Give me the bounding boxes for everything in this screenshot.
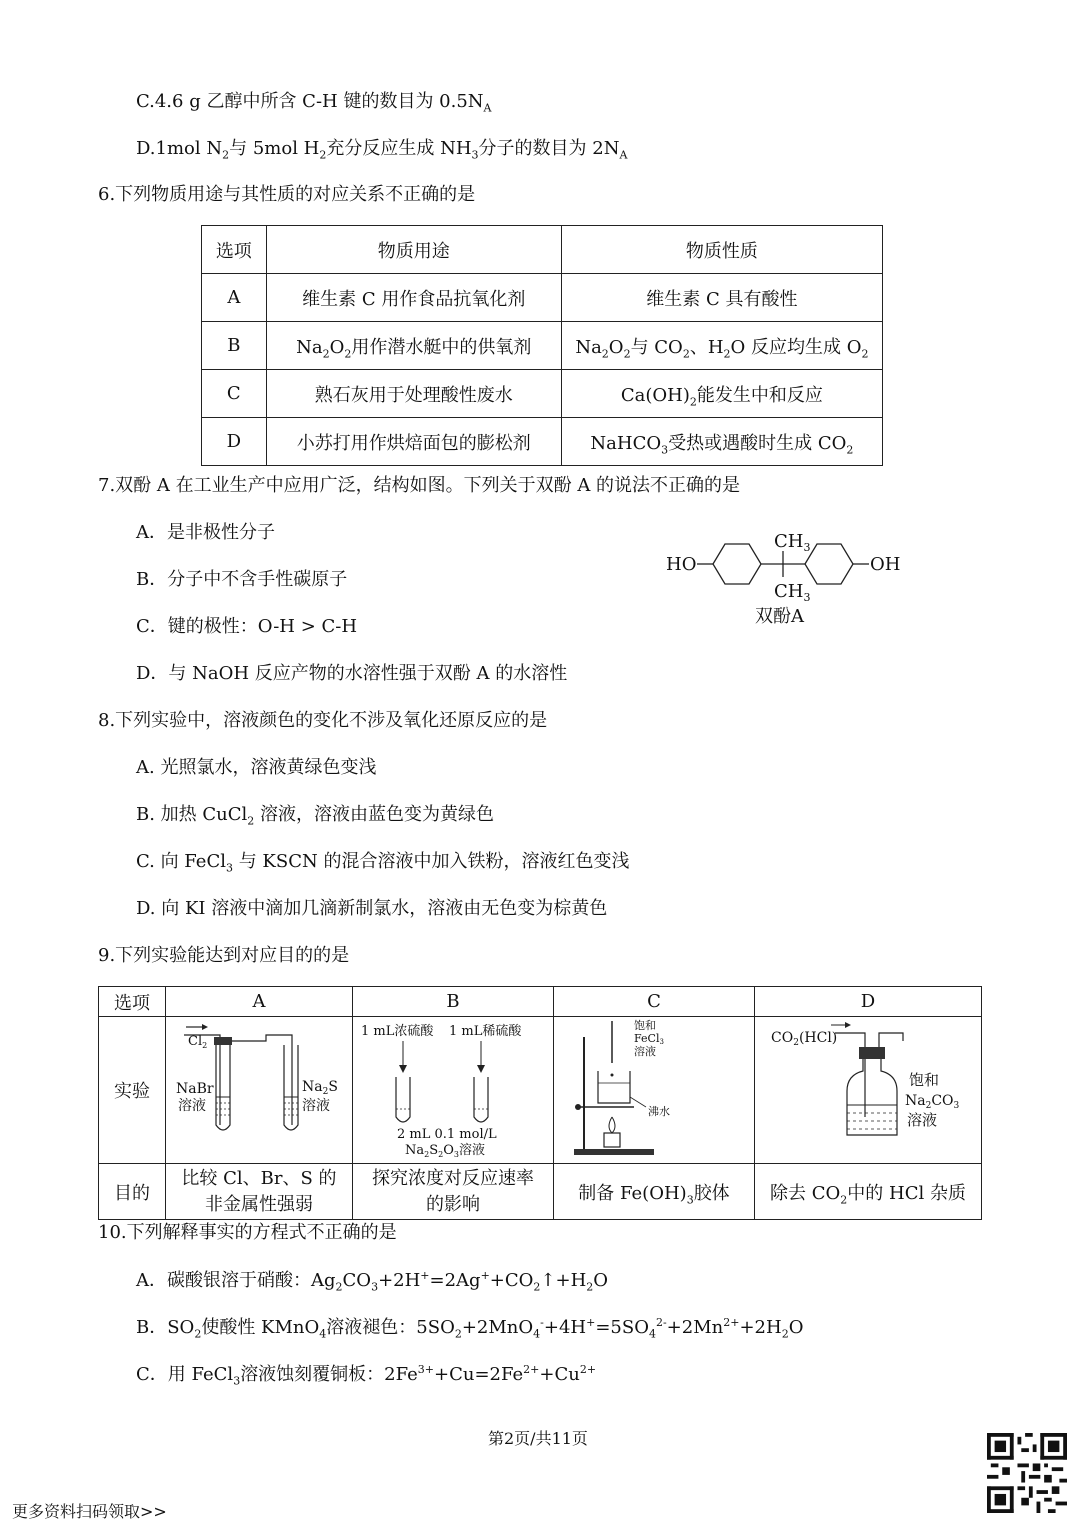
ho-label: HO	[666, 554, 697, 575]
q6-stem: 6.下列物质用途与其性质的对应关系不正确的是	[98, 184, 476, 205]
q10-option-b: B．$SO_2$使酸性 KMnO$_4$溶液褪色：$5SO_2+2MnO_4^-+4H^+=5SO_4^{2-}+2Mn^{2+}+2H_2O$	[136, 1316, 804, 1341]
q7-option-b: B．分子中不含手性碳原子	[136, 569, 348, 590]
q9-goal-b: 探究浓度对反应速率 的影响	[353, 1164, 554, 1220]
saturated-label: 饱和	[909, 1071, 940, 1089]
benzene-ring-left	[713, 544, 761, 584]
boiling-water-label: 沸水	[648, 1105, 670, 1118]
apparatus-d	[755, 1017, 981, 1158]
stand-base	[574, 1149, 654, 1155]
q9-header-a: A	[166, 987, 353, 1017]
na2s-solution-label: 溶液	[302, 1098, 330, 1114]
q9-fig-d-cell	[755, 1017, 982, 1164]
q9-header-c: C	[554, 987, 755, 1017]
q5-option-c: C.4.6 g 乙醇中所含 C-H 键的数目为 $0.5N_A$	[136, 91, 492, 115]
q8-option-a: A. 光照氯水，溶液黄绿色变浅	[136, 757, 377, 778]
q9-goal-a: 比较 Cl、Br、S 的 非金属性强弱	[166, 1164, 353, 1220]
q9-goal-d: 除去 $CO_2$中的 HCl 杂质	[755, 1164, 982, 1220]
q9-stem: 9.下列实验能达到对应目的的是	[98, 945, 350, 966]
q6-use: 小苏打用作烘焙面包的膨松剂	[266, 418, 561, 466]
q9-fig-b-cell	[353, 1017, 554, 1164]
q9-header-b: B	[353, 987, 554, 1017]
q6-header-prop: 物质性质	[561, 226, 882, 274]
q6-prop: $Ca(OH)_2$能发生中和反应	[561, 370, 882, 418]
q6-use: 维生素 C 用作食品抗氧化剂	[266, 274, 561, 322]
q8-option-c: C. 向 FeCl$_3$ 与 KSCN 的混合溶液中加入铁粉，溶液红色变浅	[136, 851, 630, 875]
q6-opt: A	[202, 274, 267, 322]
q6-prop: 维生素 C 具有酸性	[561, 274, 882, 322]
flame-icon	[609, 1117, 615, 1133]
q9-header-d: D	[755, 987, 982, 1017]
q9-row-exp-label: 实验	[99, 1017, 166, 1164]
na2s2o3-conc-label: 2 mL 0.1 mol/L	[397, 1127, 497, 1142]
q10-option-a: A．碳酸银溶于硝酸：$Ag_2CO_3+2H^+=2Ag^++CO_2↑+H_2O$	[136, 1269, 609, 1294]
stopper-icon	[214, 1037, 232, 1045]
q9-header-option: 选项	[99, 987, 166, 1017]
na2co3-label: $Na_2CO_3$	[905, 1093, 960, 1111]
q6-use: $Na_2O_2$用作潜水艇中的供氧剂	[266, 322, 561, 370]
test-tube-left	[396, 1077, 410, 1122]
q9-fig-c-cell	[554, 1017, 755, 1164]
nabr-solution-label: 溶液	[178, 1098, 206, 1114]
q6-use: 熟石灰用于处理酸性废水	[266, 370, 561, 418]
table-row	[99, 1164, 982, 1220]
table-row	[202, 226, 883, 274]
cl2-label: $Cl_2$	[188, 1034, 208, 1050]
stopper-icon	[859, 1047, 885, 1059]
table-row	[99, 1017, 982, 1164]
q7-option-d: D．与 NaOH 反应产物的水溶性强于双酚 A 的水溶性	[136, 663, 568, 684]
q9-table	[98, 986, 982, 1220]
q9-row-goal-label: 目的	[99, 1164, 166, 1220]
q6-opt: D	[202, 418, 267, 466]
q8-option-d: D. 向 KI 溶液中滴加几滴新制氯水，溶液由无色变为棕黄色	[136, 898, 608, 919]
test-tube-right	[284, 1045, 298, 1130]
q6-prop: NaHCO$_3$受热或遇酸时生成 $CO_2$	[561, 418, 882, 466]
q8-stem: 8.下列实验中，溶液颜色的变化不涉及氧化还原反应的是	[98, 710, 548, 731]
nabr-label: NaBr	[176, 1081, 214, 1097]
q10-option-c: C．用 FeCl$_3$溶液蚀刻覆铜板：$2Fe^{3+}+Cu=2Fe^{2+}+Cu^{2+}$	[136, 1363, 597, 1388]
q6-table	[201, 225, 883, 466]
q8-option-b: B. 加热 CuCl$_2$ 溶液，溶液由蓝色变为黄绿色	[136, 804, 495, 828]
table-row	[202, 370, 883, 418]
saturated-label: 饱和	[634, 1019, 656, 1032]
na2s-label: $Na_2S$	[302, 1079, 338, 1097]
q6-header-option: 选项	[202, 226, 267, 274]
q6-opt: C	[202, 370, 267, 418]
qr-code-icon[interactable]	[987, 1433, 1067, 1513]
q7-option-a: A．是非极性分子	[136, 522, 275, 543]
benzene-ring-right	[805, 544, 853, 584]
apparatus-c	[554, 1017, 754, 1158]
co2-hcl-label: $CO_2(HCl)$	[771, 1030, 838, 1048]
dilute-acid-label: 1 mL稀硫酸	[449, 1024, 522, 1039]
conc-acid-label: 1 mL浓硫酸	[361, 1024, 434, 1039]
q6-opt: B	[202, 322, 267, 370]
q5-option-d: D.1mol $N_2$与 5mol $H_2$充分反应生成 $NH_3$分子的数目为 $2N_A$	[136, 138, 628, 162]
table-row	[202, 418, 883, 466]
q9-goal-c: 制备 $Fe(OH)_3$胶体	[554, 1164, 755, 1220]
test-tube-right	[474, 1077, 488, 1122]
q6-prop: $Na_2O_2$与 $CO_2$、$H_2O$ 反应均生成 $O_2$	[561, 322, 882, 370]
solution-label: 溶液	[907, 1111, 938, 1129]
table-row	[202, 274, 883, 322]
apparatus-a	[166, 1017, 352, 1158]
more-resources-link[interactable]: 更多资料扫码领取>>	[12, 1502, 167, 1521]
page-number: 第2页/共11页	[488, 1429, 588, 1448]
beaker-icon	[598, 1071, 630, 1103]
figure-caption: 双酚A	[755, 606, 804, 627]
ch3-top-label: $CH_3$	[774, 531, 811, 554]
oh-label: OH	[870, 554, 901, 575]
q7-option-c: C．键的极性：O-H > C-H	[136, 616, 358, 637]
table-row	[99, 987, 982, 1017]
ch3-bottom-label: $CH_3$	[774, 581, 811, 604]
table-row	[202, 322, 883, 370]
bisphenol-a-structure	[660, 525, 910, 630]
q6-header-use: 物质用途	[266, 226, 561, 274]
apparatus-b	[353, 1017, 553, 1158]
q10-stem: 10.下列解释事实的方程式不正确的是	[98, 1222, 397, 1243]
q9-fig-a-cell	[166, 1017, 353, 1164]
test-tube-left	[216, 1045, 230, 1130]
fecl3-label: FeCl3	[634, 1032, 664, 1046]
na2s2o3-label: $Na_2S_2O_3$溶液	[405, 1143, 486, 1158]
solution-label: 溶液	[634, 1045, 656, 1058]
gas-washing-bottle	[847, 1059, 897, 1135]
alcohol-lamp-icon	[604, 1133, 620, 1147]
q7-stem: 7.双酚 A 在工业生产中应用广泛，结构如图。下列关于双酚 A 的说法不正确的是	[98, 475, 741, 496]
